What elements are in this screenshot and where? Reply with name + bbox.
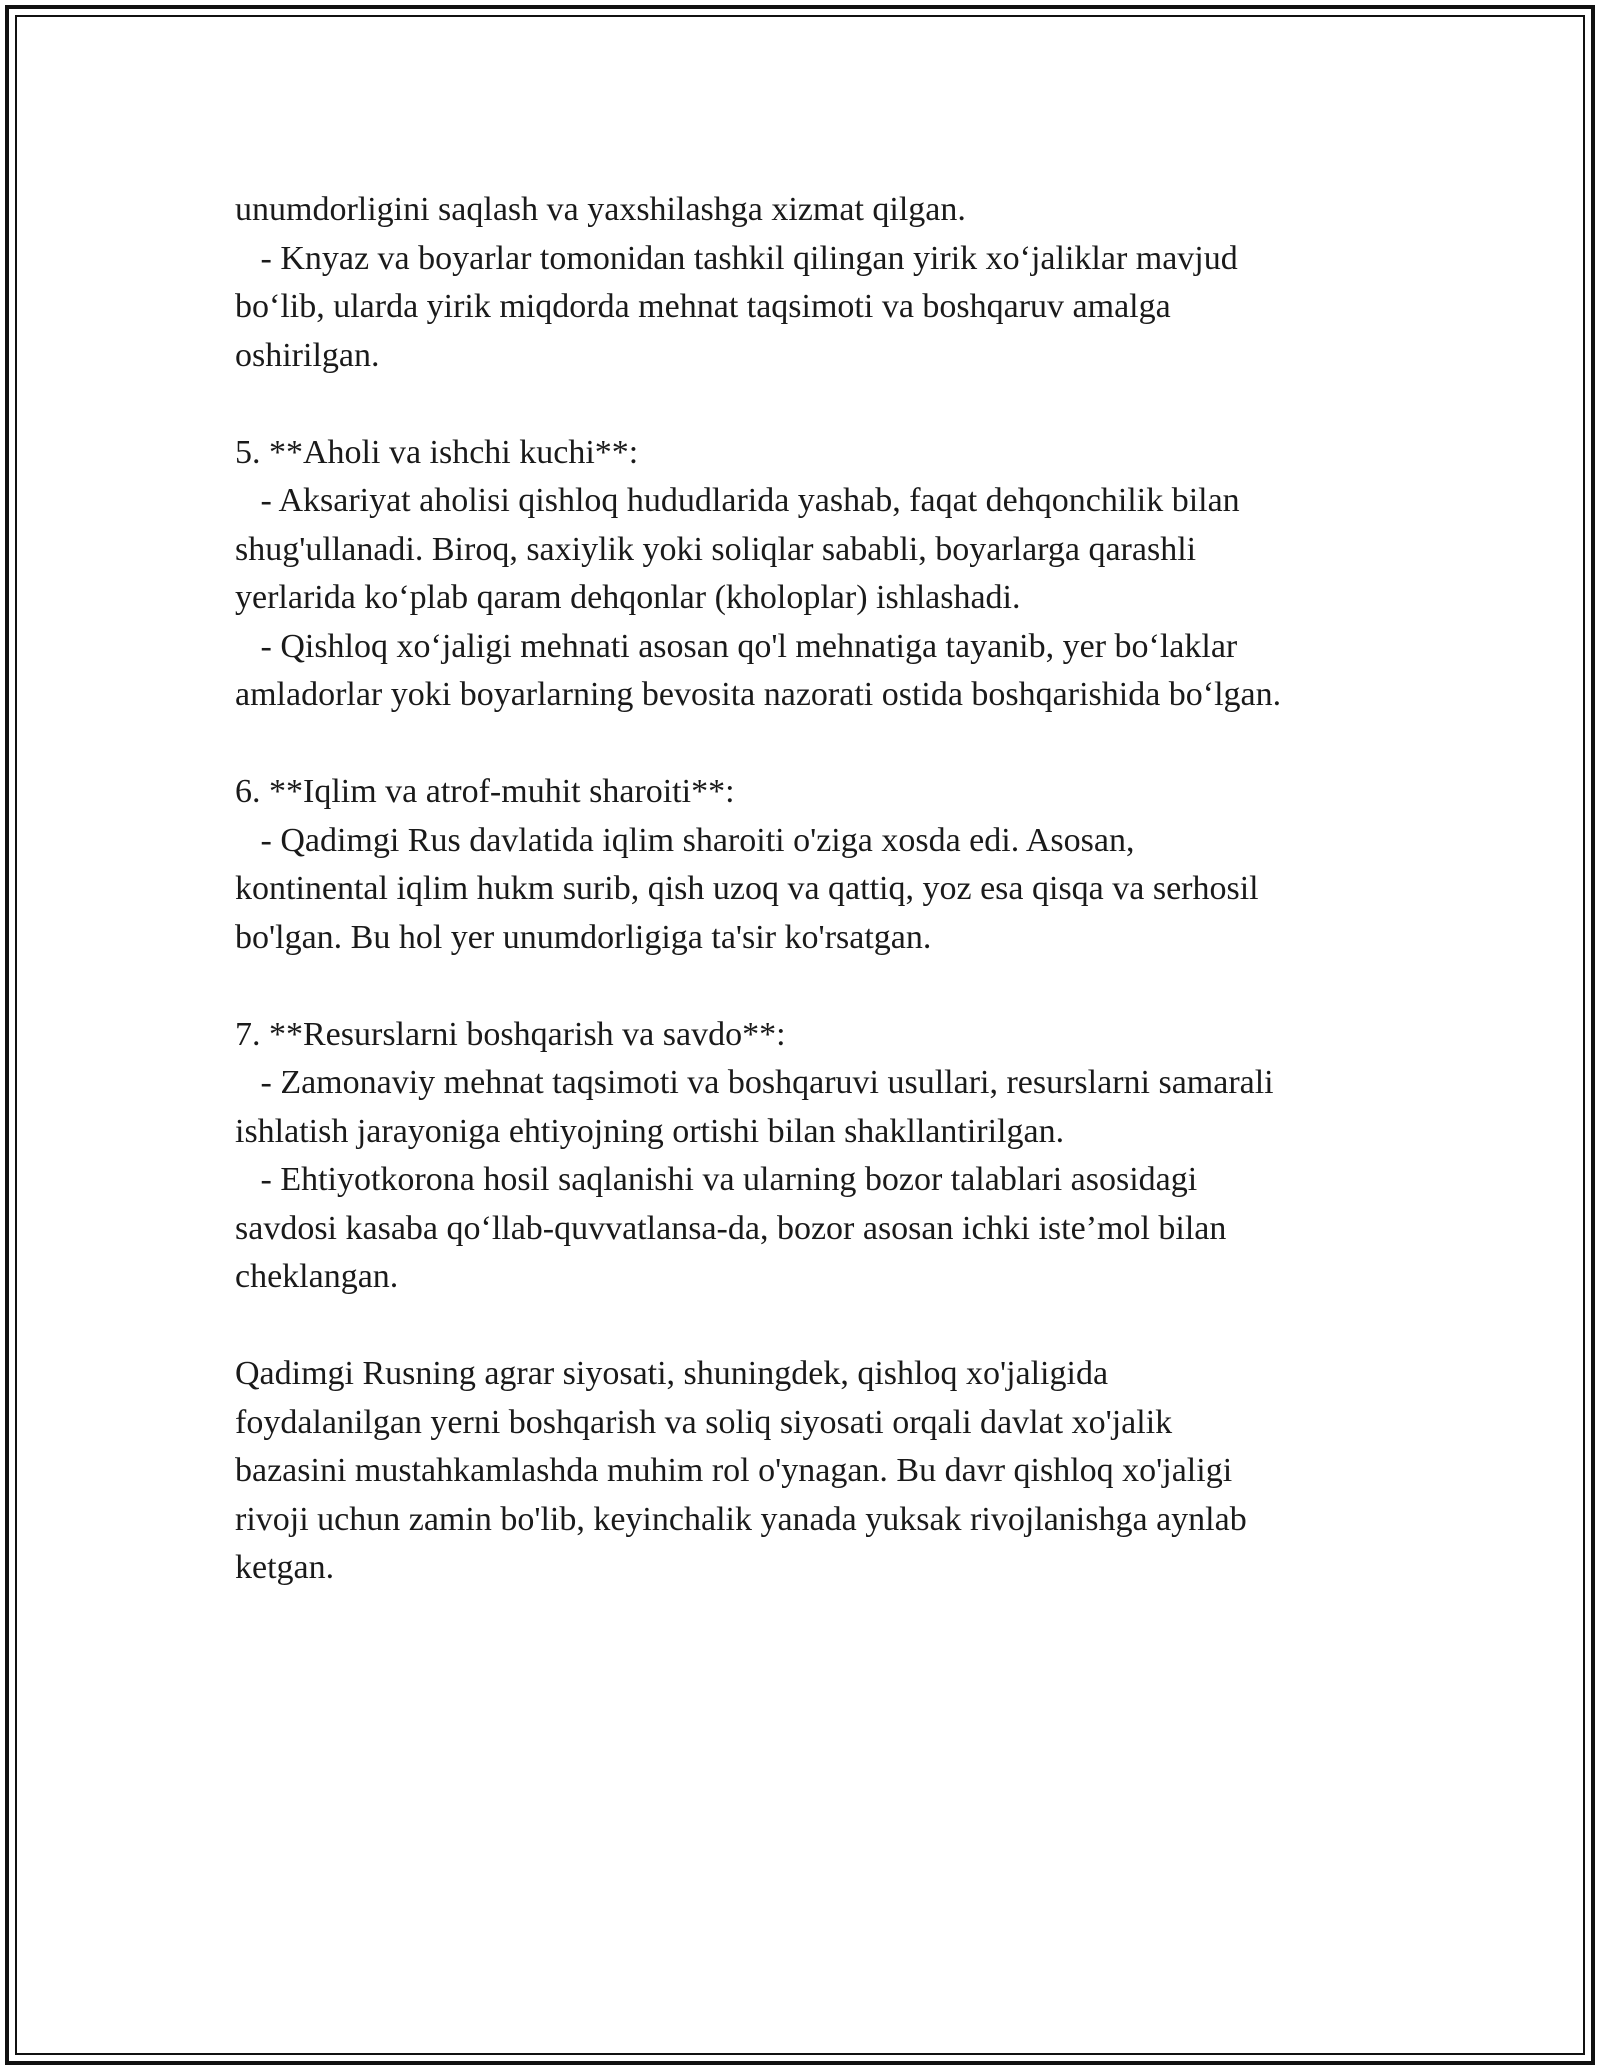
text-line: - Aksariyat aholisi qishloq hududlarida yashab, faqat dehqonchilik bilan bbox=[235, 482, 1240, 519]
paragraph-gap bbox=[235, 1302, 1395, 1351]
text-line: bo‘lib, ularda yirik miqdorda mehnat taqsimoti va boshqaruv amalga bbox=[235, 288, 1171, 325]
text-line: ishlatish jarayoniga ehtiyojning ortishi bilan shakllantirilgan. bbox=[235, 1112, 1065, 1150]
text-line: - Qishloq xo‘jaligi mehnati asosan qo'l mehnatiga tayanib, yer bo‘laklar bbox=[235, 627, 1238, 665]
text-line: kontinental iqlim hukm surib, qish uzoq va qattiq, yoz esa qisqa va serhosil bbox=[235, 870, 1259, 907]
text-line: yerlarida ko‘plab qaram dehqonlar (kholoplar) ishlashadi. bbox=[235, 579, 1021, 616]
text-line: cheklangan. bbox=[235, 1258, 399, 1295]
text-line: - Knyaz va boyarlar tomonidan tashkil qilingan yirik xo‘jaliklar mavjud bbox=[235, 239, 1238, 277]
text-line: - Zamonaviy mehnat taqsimoti va boshqaruvi usullari, resurslarni samarali bbox=[235, 1064, 1274, 1101]
text-line: foydalanilgan yerni boshqarish va soliq siyosati orqali davlat xo'jalik bbox=[235, 1403, 1173, 1441]
paragraph-gap bbox=[235, 962, 1395, 1011]
text-line: oshirilgan. bbox=[235, 336, 380, 374]
text-line: unumdorligini saqlash va yaxshilashga xizmat qilgan. bbox=[235, 191, 966, 228]
text-line: rivoji uchun zamin bo'lib, keyinchalik yanada yuksak rivojlanishga aynlab bbox=[235, 1500, 1247, 1538]
text-line: bazasini mustahkamlashda muhim rol o'ynagan. Bu davr qishloq xo'jaligi bbox=[235, 1452, 1233, 1489]
text-line: ketgan. bbox=[235, 1549, 335, 1586]
section-heading: 7. **Resurslarni boshqarish va savdo**: bbox=[235, 1015, 786, 1053]
text-line: amladorlar yoki boyarlarning bevosita nazorati ostida boshqarishida bo‘lgan. bbox=[235, 676, 1282, 713]
text-line: - Qadimgi Rus davlatida iqlim sharoiti o'ziga xosda edi. Asosan, bbox=[235, 821, 1135, 859]
text-line: savdosi kasaba qo‘llab-quvvatlansa-da, bozor asosan ichki iste’mol bilan bbox=[235, 1209, 1227, 1247]
paragraph-gap bbox=[235, 720, 1395, 769]
text-line: shug'ullanadi. Biroq, saxiylik yoki soliqlar sababli, boyarlarga qarashli bbox=[235, 530, 1197, 568]
paragraph-gap bbox=[235, 380, 1395, 429]
text-line: Qadimgi Rusning agrar siyosati, shuningdek, qishloq xo'jaligida bbox=[235, 1355, 1109, 1392]
text-line: - Ehtiyotkorona hosil saqlanishi va ularning bozor talablari asosidagi bbox=[235, 1161, 1198, 1198]
section-heading: 5. **Aholi va ishchi kuchi**: bbox=[235, 433, 639, 471]
document-body bbox=[235, 186, 1395, 1593]
section-heading: 6. **Iqlim va atrof-muhit sharoiti**: bbox=[235, 773, 735, 810]
text-line: bo'lgan. Bu hol yer unumdorligiga ta'sir ko'rsatgan. bbox=[235, 918, 932, 956]
